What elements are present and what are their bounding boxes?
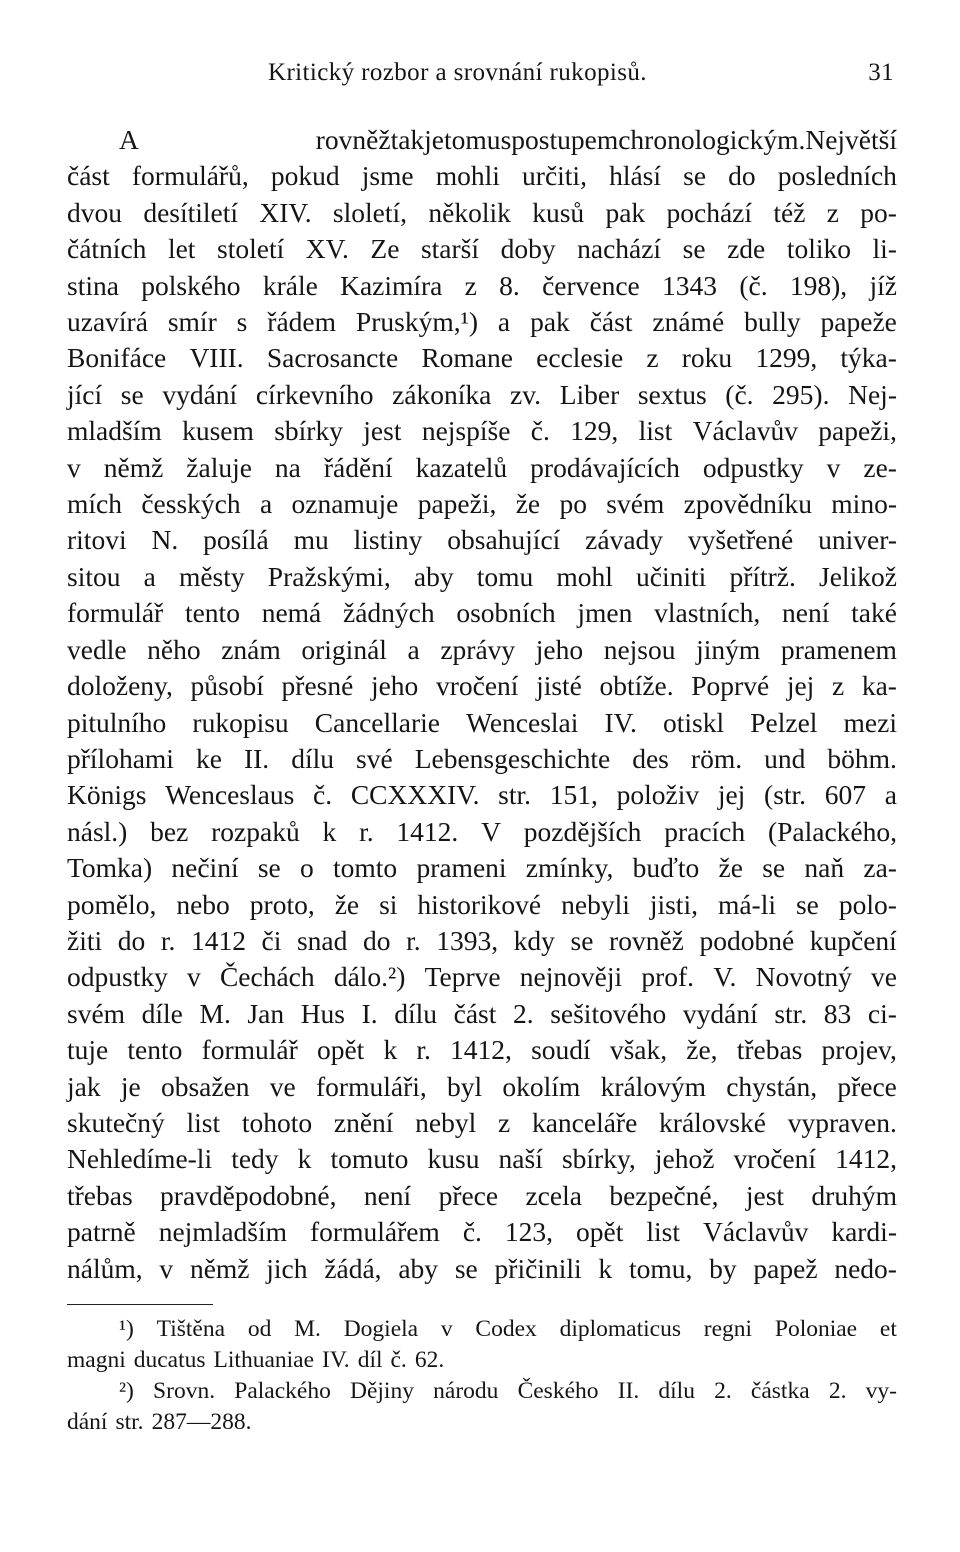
text-line: doloženy, působí přesné jeho vročení jisté obtíže. Poprvé jej z ka- [67, 670, 897, 702]
text-line: pitulního rukopisu Cancellarie Wenceslai IV. otiskl Pelzel mezi [67, 706, 897, 738]
footnote-separator [67, 1304, 213, 1305]
footnote-line: magni ducatus Lithuaniae IV. díl č. 62. [67, 1347, 445, 1373]
text-line: odpustky v Čechách dálo.²) Teprve nejnověji prof. V. Novotný ve [67, 961, 897, 993]
text-line: ritovi N. posílá mu listiny obsahující závady vyšetřené univer- [67, 524, 897, 556]
text-line: v němž žaluje na řádění kazatelů prodávajících odpustky v ze- [67, 451, 897, 483]
footnotes [67, 1314, 897, 1438]
text-line: jak je obsažen ve formuláři, byl okolím královým chystán, přece [67, 1070, 897, 1102]
text-line: pomělo, nebo proto, že si historikové nebyli jisti, má-li se polo- [67, 888, 897, 920]
text-line: mladším kusem sbírky jest nejspíše č. 129, list Václavův papeži, [67, 415, 897, 447]
text-line: dvou desítiletí XIV. sloletí, několik kusů pak pochází též z po- [67, 196, 897, 228]
text-line: tuje tento formulář opět k r. 1412, soudí však, že, třebas projev, [67, 1034, 897, 1066]
main-text [67, 122, 897, 1287]
text-line: sitou a městy Pražskými, aby tomu mohl učiniti přítrž. Jelikož [67, 560, 897, 592]
text-line: třebas pravděpodobné, není přece zcela bezpečné, jest druhým [67, 1179, 897, 1211]
text-line: svém díle M. Jan Hus I. dílu část 2. sešitového vydání str. 83 ci- [67, 997, 897, 1029]
text-line: A rovněž tak je tomu s postupem chronologickým. Největší [119, 124, 897, 155]
text-line: násl.) bez rozpaků k r. 1412. V pozdějších pracích (Palackého, [67, 815, 897, 847]
text-line: vedle něho znám originál a zprávy jeho nejsou jiným pramenem [67, 633, 897, 665]
running-header [268, 56, 894, 90]
text-line: mích česských a oznamuje papeži, že po svém zpovědníku mino- [67, 488, 897, 520]
page-number: 31 [868, 59, 894, 86]
text-line: Tomka) nečiní se o tomto prameni zmínky, buďto že se naň za- [67, 852, 897, 884]
text-line: jící se vydání církevního zákoníka zv. Liber sextus (č. 295). Nej- [67, 378, 897, 410]
text-line: Königs Wenceslaus č. CCXXXIV. str. 151, položiv jej (str. 607 a [67, 779, 897, 811]
text-line: patrně nejmladším formulářem č. 123, opět list Václavův kardi- [67, 1216, 897, 1248]
text-line: nálům, v němž jich žádá, aby se přičinili k tomu, by papež nedo- [67, 1252, 897, 1284]
running-title: Kritický rozbor a srovnání rukopisů. [268, 59, 647, 86]
text-line: stina polského krále Kazimíra z 8. července 1343 (č. 198), jíž [67, 269, 897, 301]
text-line: čátních let století XV. Ze starší doby nachází se zde toliko li- [67, 233, 897, 265]
text-line: Nehledíme-li tedy k tomuto kusu naší sbírky, jehož vročení 1412, [67, 1143, 897, 1175]
text-line: formulář tento nemá žádných osobních jmen vlastních, není také [67, 597, 897, 629]
text-line: žiti do r. 1412 či snad do r. 1393, kdy se rovněž podobné kupčení [67, 924, 897, 956]
footnote-line: dání str. 287—288. [67, 1409, 252, 1435]
text-line: uzavírá smír s řádem Pruským,¹) a pak část známé bully papeže [67, 306, 897, 338]
footnote-line: ¹) Tištěna od M. Dogiela v Codex diplomaticus regni Poloniae et [119, 1316, 897, 1342]
text-line: část formulářů, pokud jsme mohli určiti, hlásí se do posledních [67, 160, 897, 192]
text-line: přílohami ke II. dílu své Lebensgeschichte des röm. und böhm. [67, 742, 897, 774]
footnote-line: ²) Srovn. Palackého Dějiny národu Českého II. dílu 2. částka 2. vy- [119, 1378, 897, 1404]
text-line: skutečný list tohoto znění nebyl z kanceláře královské vypraven. [67, 1106, 897, 1138]
text-line: Bonifáce VIII. Sacrosancte Romane ecclesie z roku 1299, týka- [67, 342, 897, 374]
